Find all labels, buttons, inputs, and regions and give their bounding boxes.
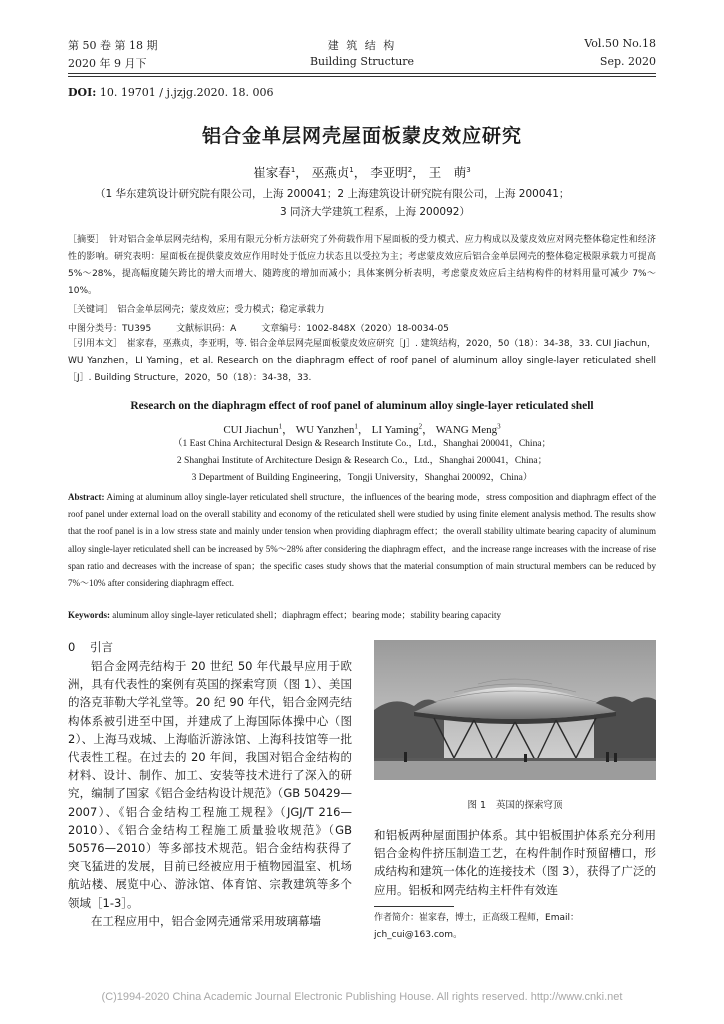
journal-volume-issue: 第 50 卷 第 18 期 [68,39,158,52]
abstract-en-label: Abstract: [68,492,105,502]
author-en: WU Yanzhen [295,424,355,436]
doi-value: 10. 19701 / j.jzjg.2020. 18. 006 [96,86,274,99]
affiliation-line: （1 华东建筑设计研究院有限公司，上海 200041；2 上海建筑设计研究院有限公司，上海 200041； [95,188,570,200]
header-rule-thin [68,76,656,77]
keywords-en-text: aluminum alloy single-layer reticulated shell；diaphragm effect；bearing mode；stability bearing capacity [110,610,501,620]
keywords-en [68,608,656,621]
classification-row [68,321,656,334]
author-footnote [374,910,656,944]
paper-title-en: Research on the diaphragm effect of roof panel of aluminum alloy single-layer reticulated shell [130,400,594,412]
journal-name-en: Building Structure [309,55,415,68]
abstract-en-text: Aiming at aluminum alloy single-layer reticulated shell structure，the influences of the bearing mode，stress composition and diaphragm effect of the roof panel under external load on the overall stability and economy of the reticulated shell were studied by using finite element analysis method. The results show that the roof panel is in a low stress state and mainly under tension when providing diaphragm effect；the overall stability ultimate bearing capacity of aluminum alloy single-layer reticulated shell can be increased by 5%～28% after considering the diaphragm effect，and the increase range increases with the increase of rise span ratio and decreases with the increase of span；the specific cases study shows that the material consumption of main structural members can be reduced by 7%～10% after considering diaphragm effect. [68,492,656,589]
author-cn: 崔家春 [253,165,291,180]
figure-caption [374,797,656,811]
abstract-label: ［摘要］ [68,235,100,245]
keywords-label: ［关键词］ [68,305,109,315]
affiliation-line-en: 2 Shanghai Institute of Architecture Design & Research Co.，Ltd.，Shanghai 200041，China； [176,456,548,466]
figure-caption-text: 英国的探索穹顶 [496,800,563,811]
journal-name-cn: 建 筑 结 构 [327,39,397,52]
abstract-cn [68,232,656,300]
authors-cn: 崔家春$^1$， 巫燕贞$^1$， 李亚明$^2$， 王 萌$^3$ [253,165,471,180]
keywords-cn [68,302,656,315]
body-paragraph: 铝合金网壳结构于 20 世纪 50 年代最早应用于欧洲，具有代表性的案例有英国的探索穹顶（图 1）、美国的洛克菲勒大学礼堂等。20 纪 90 年代，铝合金网壳结构体系被引进至中国，并建成了上海国际体操中心（图 2）、上海马戏城、上海临沂游泳馆、上海科技馆等一批代表性工程。在过去的 20 年间，我国对铝合金结构的材料、设计、制作、加工、安装等技术进行了深入的研究，编制了国家《铝合金结构设计规范》（GB 50429—2007）、《铝合金结构工程施工规程》（JGJ/T 216—2010）、《铝合金结构工程施工质量验收规范》（GB 50576—2010）等多部技术规范。铝合金结构获得了突飞猛进的发展，目前已经被应用于植物园温室、机场航站楼、展览中心、游泳馆、体育馆、宗教建筑等多个领域［1-3］。 [68,659,352,910]
affiliations-cn [95,185,655,221]
citation [68,336,656,387]
journal-volume-en: Vol.50 No.18 [584,37,656,50]
clc-number: 中图分类号：TU395 [68,324,152,334]
body-paragraph: 在工程应用中，铝合金网壳通常采用玻璃幕墙 [91,913,321,928]
footnote-rule [374,906,454,907]
figure-photo-dome [374,640,656,780]
section-heading [68,639,113,655]
authors-en: CUI Jiachun$^1$， WU Yanzhen$^1$， LI Yaming$^2$， WANG Meng$^3$ [223,422,501,436]
author-affil-sup: 3 [497,422,501,431]
author-cn: 王 萌 [428,165,467,180]
affiliation-line-en: 3 Department of Building Engineering，Tongji University，Shanghai 200092，China） [191,473,533,483]
affiliations-en [68,436,656,487]
author-affil-sup: 1 [354,422,358,431]
author-en: CUI Jiachun [223,424,279,436]
author-affil-sup: 1 [278,422,283,431]
body-paragraph: 和铝板两种屋面围护体系。其中铝板围护体系充分利用铝合金构件挤压制造工艺，在构件制作时预留槽口，形成结构和建筑一体化的连接技术（图 3），获得了广泛的应用。铝板和网壳结构主杆件有效连 [374,828,656,897]
abstract-en [68,489,656,592]
affiliation-line: 3 同济大学建筑工程系，上海 200092） [280,206,470,218]
doi [68,86,274,99]
citation-label: ［引用本文］ [68,339,118,349]
author-en: LI Yaming [371,424,419,436]
author-affil-sup: 2 [407,165,413,174]
footnote-label: 作者简介： [374,913,420,923]
footnote-text: 崔家春，博士，正高级工程师，Email：jch_cui@163.com。 [374,913,579,940]
document-code: 文献标识码：A [176,324,237,334]
body-column-left [68,657,352,930]
author-affil-sup: 2 [418,422,423,431]
author-affil-sup: 1 [290,165,296,174]
author-affil-sup: 3 [466,165,471,174]
body-column-right [374,826,656,899]
abstract-text: 针对铝合金单层网壳结构，采用有限元分析方法研究了外荷载作用下屋面板的受力模式、应力构成以及蒙皮效应对网壳整体稳定性和经济性的影响。研究表明：屋面板在提供蒙皮效应作用时处于低应力状态且以受拉为主；考虑蒙皮效应后铝合金单层网壳的整体稳定极限承载力可提高 5%～28%，提高幅度随矢跨比的增大而增大、随跨度的增加而减小；具体案例分析表明，考虑蒙皮效应后主结构构件的材料用量可减少 7%～10%。 [68,235,656,296]
citation-text: 崔家春，巫燕贞，李亚明，等. 铝合金单层网壳屋面板蒙皮效应研究［J］. 建筑结构，2020，50（18）：34-38，33. CUI Jiachun，WU Yanzhen，LI Yaming，et al. Research on the diaphragm effect of roof panel of aluminum alloy single-layer reticulated shell［J］. Building Structure，2020，50（18）：34-38，33. [68,339,656,383]
journal-date-en: Sep. 2020 [599,55,656,68]
author-affil-sup: 1 [349,165,354,174]
keywords-en-label: Keywords: [68,610,110,620]
author-cn: 李亚明 [370,165,408,180]
journal-date: 2020 年 9 月下 [68,57,147,70]
author-cn: 巫燕贞 [311,165,350,180]
article-number: 文章编号：1002-848X（2020）18-0034-05 [261,324,449,334]
keywords-text: 铝合金单层网壳；蒙皮效应；受力模式；稳定承载力 [108,305,325,315]
author-en: WANG Meng [435,424,498,436]
affiliation-line-en: （1 East China Architectural Design & Research Institute Co.，Ltd.，Shanghai 200041，China； [172,439,552,449]
section-title: 引言 [90,640,113,654]
header-rule [68,73,656,74]
copyright-watermark: (C)1994-2020 China Academic Journal Electronic Publishing House. All rights reserved. http://www.cnki.net [101,991,623,1003]
doi-label: DOI: [68,86,97,99]
paper-title-cn: 铝合金单层网壳屋面板蒙皮效应研究 [201,125,522,147]
figure-number: 图 1 [467,800,487,811]
section-number: 0 [68,640,76,654]
